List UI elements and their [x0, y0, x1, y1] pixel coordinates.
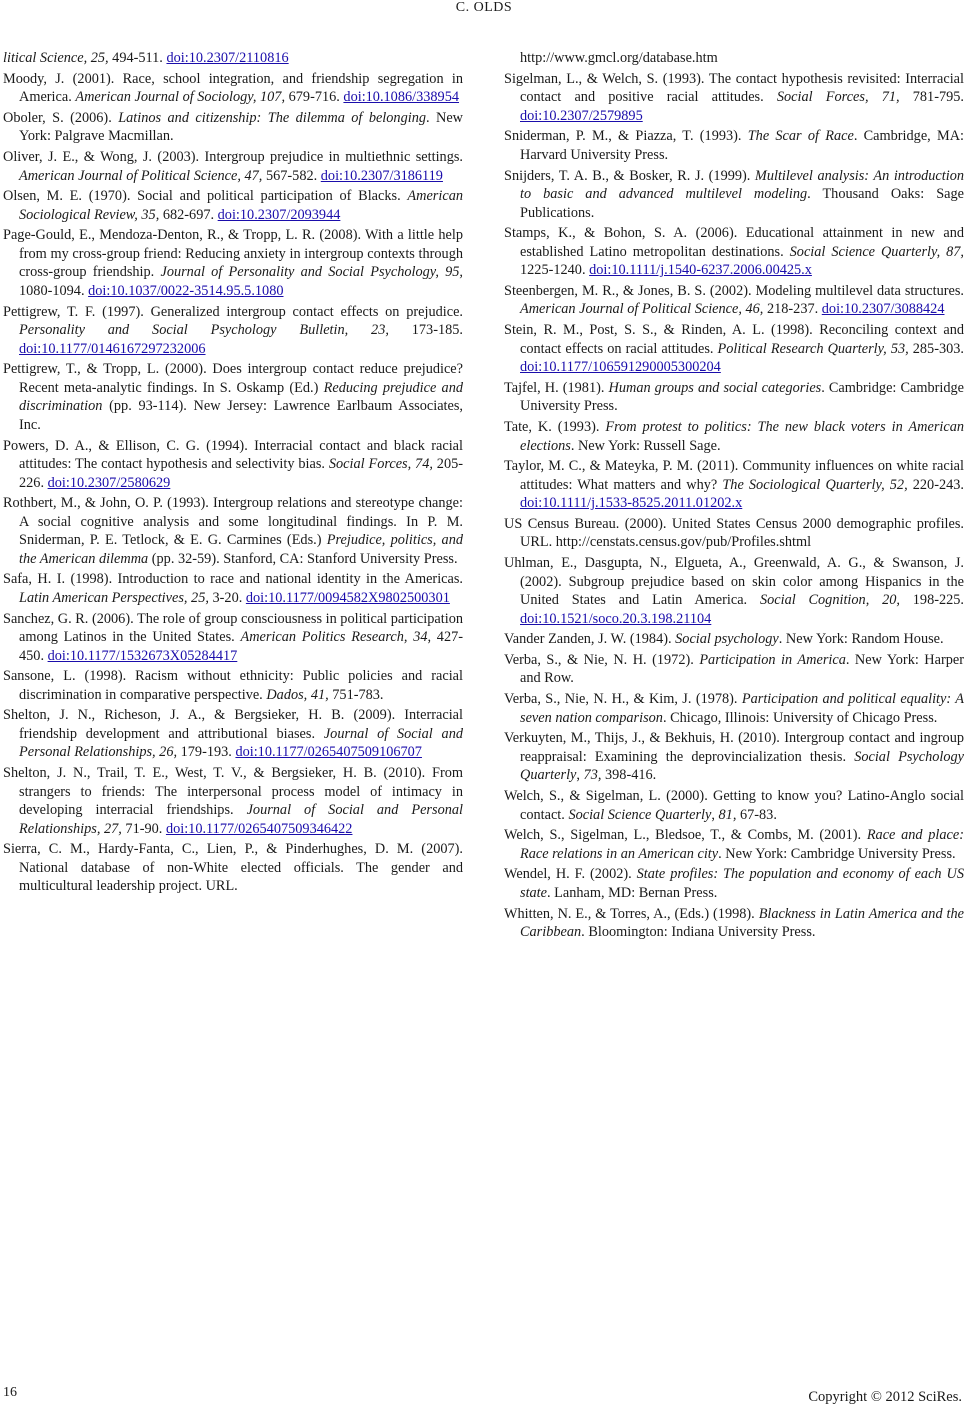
doi-link[interactable]: doi:10.2307/2580629 [47, 474, 171, 491]
reference-italic-text: Social Science Quarterly [568, 806, 712, 823]
reference-entry [3, 840, 463, 896]
reference-entry [504, 554, 964, 628]
reference-italic-text: Race and place: Race relations in an American city [520, 827, 964, 862]
reference-italic-text: American Journal of Political Science, 46, [520, 301, 764, 318]
reference-text: . Cambridge: Cambridge University Press. [520, 379, 964, 415]
reference-italic-text: Human groups and social categories [608, 379, 822, 396]
reference-italic-text: Prejudice, politics, and the American dilemma [19, 532, 464, 567]
reference-column-left [3, 49, 463, 898]
reference-italic-text: Blackness in Latin America and the Caribbean [520, 905, 965, 941]
reference-text: Powers, D. A., & Ellison, C. G. (1994). Interracial contact and black racial attitudes: The contact hypothesis and selectivity bias. [3, 437, 463, 472]
reference-text: http://www.gmcl.org/database.htm [520, 50, 718, 66]
reference-text: Tate, K. (1993). [504, 419, 606, 435]
reference-italic-text: Social Forces, 71, [776, 89, 900, 106]
reference-text: . New York: Random House. [778, 631, 944, 648]
reference-italic-text: Political Research Quarterly, 53, [717, 340, 909, 357]
reference-text: Stamps, K., & Bohon, S. A. (2006). Educational attainment in new and established Latino metropolitan destinations. [504, 225, 964, 260]
doi-link[interactable]: doi:10.1177/1532673X05284417 [47, 647, 238, 664]
reference-italic-text: Journal of Personality and Social Psychology, 95, [160, 264, 463, 281]
reference-text: Verba, S., Nie, N. H., & Kim, J. (1978). [504, 691, 742, 708]
reference-italic-text: Personality and Social Psychology Bulletin, 23, [19, 322, 389, 339]
reference-italic-text: Social psychology [675, 631, 779, 648]
doi-link[interactable]: doi:10.1111/j.1540-6237.2006.00425.x [589, 262, 812, 279]
reference-entry [504, 224, 964, 280]
doi-link[interactable]: doi:10.2307/2579895 [520, 107, 643, 124]
reference-text: Steenbergen, M. R., & Jones, B. S. (2002). Modeling multilevel data structures. [504, 282, 964, 299]
reference-text: Oliver, J. E., & Wong, J. (2003). Intergroup prejudice in multiethnic settings. [3, 149, 463, 166]
doi-link[interactable]: doi:10.2307/2110816 [166, 50, 289, 66]
reference-entry [3, 494, 463, 568]
reference-entry [3, 667, 463, 704]
page-number: 16 [3, 1385, 17, 1400]
reference-italic-text: American Politics Research, 34, [240, 629, 432, 646]
reference-entry [3, 360, 463, 434]
reference-text: . Bloomington: Indiana University Press. [581, 924, 816, 941]
reference-text: Sansone, L. (1998). Racism without ethnicity: Public policies and racial discrimination in comparative perspective. [3, 668, 463, 703]
reference-entry [3, 764, 463, 838]
reference-text: Olsen, M. E. (1970). Social and political participation of Blacks. [3, 188, 408, 205]
reference-text: Sanchez, G. R. (2006). The role of group consciousness in political participation among Latinos in the United States. [3, 610, 463, 646]
doi-link[interactable]: doi:10.1521/soco.20.3.198.21104 [520, 610, 712, 627]
reference-entry [3, 70, 463, 107]
reference-italic-text: Social Forces, 74, [328, 456, 433, 472]
reference-italic-text: The Sociological Quarterly, 52, [722, 476, 908, 493]
reference-italic-text: 81, [718, 806, 737, 823]
reference-column-right [504, 49, 964, 944]
reference-entry [504, 379, 964, 416]
doi-link[interactable]: doi:10.1177/0265407509346422 [165, 820, 353, 837]
doi-link[interactable]: doi:10.1177/106591290005300204 [520, 359, 721, 376]
reference-text: 1225-1240. [520, 262, 590, 279]
reference-text: Oboler, S. (2006). [3, 109, 119, 126]
reference-text: Page-Gould, E., Mendoza-Denton, R., & Tropp, L. R. (2008). With a little help from my cross-group friend: Reducing anxiety in intergroup contexts through cross-group friendship. [3, 227, 463, 281]
reference-text: Sierra, C. M., Hardy-Fanta, C., Lien, P., & Pinderhughes, D. M. (2007). National database of non-White elected officials. The gender and multicultural leadership project. URL. [3, 841, 463, 895]
reference-text: 3-20. [208, 589, 246, 606]
reference-italic-text: Participation and political equality: A seven nation comparison [520, 691, 964, 726]
reference-text: 173-185. [388, 322, 463, 339]
reference-text: 67-83. [736, 806, 777, 823]
reference-entry [3, 109, 463, 146]
doi-link[interactable]: doi:10.1111/j.1533-8525.2011.01202.x [520, 495, 743, 512]
reference-italic-text: American Sociological Review, 35, [19, 188, 463, 223]
reference-entry [504, 321, 964, 377]
reference-italic-text: Participation in America [699, 651, 846, 668]
reference-entry [504, 729, 964, 785]
doi-link[interactable]: doi:10.1177/0265407509106707 [235, 744, 422, 761]
reference-italic-text: Reducing prejudice and discrimination [19, 379, 464, 415]
reference-entry [3, 437, 463, 493]
reference-entry [3, 226, 463, 300]
doi-link[interactable]: doi:10.1177/0094582X9802500301 [245, 589, 450, 606]
reference-text: . Lanham, MD: Bernan Press. [547, 884, 718, 901]
running-head: C. OLDS [455, 0, 513, 15]
reference-entry [3, 570, 463, 607]
reference-text: 494-511. [108, 50, 167, 66]
reference-text: Welch, S., & Sigelman, L. (2000). Getting to know you? Latino-Anglo social contact. [504, 788, 964, 823]
reference-text: 751-783. [328, 686, 384, 703]
reference-text: (pp. 32-59). Stanford, CA: Stanford University Press. [148, 550, 458, 567]
reference-italic-text: Social Cognition, 20, [759, 592, 900, 609]
reference-italic-text: litical Science, 25, [3, 50, 109, 66]
reference-text: Verba, S., & Nie, N. H. (1972). [504, 651, 700, 668]
reference-text: . New York: Palgrave Macmillan. [19, 109, 463, 145]
reference-text: , [711, 806, 719, 823]
reference-text: . New York: Cambridge University Press. [718, 845, 956, 862]
reference-italic-text: American Journal of Sociology, 107, [75, 89, 286, 106]
reference-text: 218-237. [763, 301, 822, 318]
reference-entry [3, 706, 463, 762]
reference-text: . New York: Harper and Row. [520, 651, 964, 687]
reference-entry [504, 905, 964, 942]
reference-italic-text: Social Science Quarterly, 87, [789, 243, 964, 260]
reference-text: 427-450. [19, 629, 464, 664]
reference-text: 198-225. [899, 592, 965, 609]
reference-text: Moody, J. (2001). Race, school integration, and friendship segregation in America. [3, 70, 463, 106]
reference-text: Welch, S., Sigelman, L., Bledsoe, T., & Combs, M. (2001). [504, 827, 867, 844]
reference-entry [504, 630, 964, 649]
reference-text: Rothbert, M., & John, O. P. (1993). Intergroup relations and stereotype change: A social cognitive analysis and some longitudinal findings. In P. M. Sniderman, P. E. Tetlock, & E. G. Carmines (Eds.) [3, 495, 463, 549]
reference-entry [504, 826, 964, 863]
reference-text: Whitten, N. E., & Torres, A., (Eds.) (1998). [504, 905, 759, 922]
reference-entry [504, 167, 964, 223]
reference-entry [504, 127, 964, 164]
reference-text: 179-193. [177, 744, 236, 761]
reference-entry [504, 282, 964, 319]
reference-text: Pettigrew, T. F. (1997). Generalized intergroup contact effects on prejudice. [3, 303, 463, 320]
reference-entry [504, 787, 964, 824]
reference-continuation [504, 49, 964, 68]
reference-text: 398-416. [601, 767, 657, 784]
reference-text: Taylor, M. C., & Mateyka, P. M. (2011). Community influences on white racial attitudes: What matters and why? [504, 458, 964, 493]
reference-text: Vander Zanden, J. W. (1984). [504, 631, 676, 648]
reference-text: . Thousand Oaks: Sage Publications. [520, 186, 964, 221]
reference-text: Uhlman, E., Dasgupta, N., Elgueta, A., Greenwald, A. G., & Swanson, J. (2002). Subgroup prejudice based on skin color among Hispanics in the United States and Latin America. [504, 555, 964, 609]
reference-text: Verkuyten, M., Thijs, J., & Bekhuis, H. (2010). Intergroup contact and ingroup reappraisal: Examining the deprovincialization thesis. [504, 730, 964, 765]
reference-entry [504, 515, 964, 552]
reference-italic-text: Journal of Social and Personal Relationships, 27, [19, 802, 463, 837]
reference-text: Snijders, T. A. B., & Bosker, R. J. (1999). [504, 167, 755, 184]
doi-link[interactable]: doi:10.1086/338954 [343, 89, 459, 106]
reference-text: Shelton, J. N., Richeson, J. A., & Bergsieker, H. B. (2009). Interracial friendship development and attributional biases. [3, 707, 463, 742]
reference-entry [504, 690, 964, 727]
reference-italic-text: State profiles: The population and economy of each US state [520, 866, 964, 901]
reference-text: Safa, H. I. (1998). Introduction to race and national identity in the Americas. [3, 571, 463, 588]
reference-entry [504, 70, 964, 126]
reference-text: 1080-1094. [19, 282, 89, 299]
reference-entry [504, 651, 964, 688]
reference-entry [504, 865, 964, 902]
reference-entry [504, 418, 964, 455]
reference-text: 682-697. [159, 206, 218, 223]
reference-italic-text: American Journal of Political Science, 47, [19, 167, 263, 184]
reference-italic-text: Multilevel analysis: An introduction to basic and advanced multilevel modeling [520, 167, 964, 203]
reference-text: 220-243. [907, 476, 964, 493]
reference-italic-text: Latin American Perspectives, 25, [19, 589, 209, 606]
reference-text: 679-716. [285, 89, 344, 106]
reference-text: 781-795. [899, 89, 964, 106]
reference-text: US Census Bureau. (2000). United States Census 2000 demographic profiles. URL. http://censtats.census.gov/pub/Profiles.shtml [504, 515, 964, 551]
reference-text: . New York: Russell Sage. [570, 437, 721, 454]
reference-text: . Chicago, Illinois: University of Chicago Press. [662, 709, 938, 726]
reference-text: Tajfel, H. (1981). [504, 379, 609, 396]
reference-text: Wendel, H. F. (2002). [504, 866, 637, 883]
reference-text: 285-303. [908, 340, 964, 357]
reference-text: Stein, R. M., Post, S. S., & Rinden, A. L. (1998). Reconciling context and contact effects on racial attitudes. [504, 322, 964, 357]
reference-text: 71-90. [121, 820, 166, 837]
reference-text: , [576, 767, 584, 784]
reference-italic-text: The Scar of Race [747, 128, 854, 145]
doi-link[interactable]: doi:10.2307/2093944 [217, 206, 341, 223]
reference-text: Pettigrew, T., & Tropp, L. (2000). Does intergroup contact reduce prejudice? Recent meta-analytic findings. In S. Oskamp (Ed.) [3, 361, 463, 396]
reference-text: (pp. 93-114). New Jersey: Lawrence Earlbaum Associates, Inc. [19, 398, 463, 433]
reference-text: . Cambridge, MA: Harvard University Press. [520, 128, 964, 163]
reference-text: 205-226. [19, 456, 464, 491]
reference-text: Shelton, J. N., Trail, T. E., West, T. V., & Bergsieker, H. B. (2010). From strangers to friends: The interpersonal process model of intimacy in developing interracial friendships. [3, 765, 463, 819]
doi-link[interactable]: doi:10.1037/0022-3514.95.5.1080 [88, 282, 284, 299]
doi-link[interactable]: doi:10.2307/3186119 [320, 167, 443, 184]
reference-entry [3, 303, 463, 359]
reference-text: Sigelman, L., & Welch, S. (1993). The contact hypothesis revisited: Interracial contact and positive racial attitudes. [504, 70, 964, 106]
reference-text: Sniderman, P. M., & Piazza, T. (1993). [504, 128, 748, 145]
reference-entry [3, 187, 463, 224]
reference-entry [3, 49, 463, 68]
reference-italic-text: Social Psychology Quarterly [520, 748, 964, 784]
reference-entry [3, 148, 463, 185]
reference-italic-text: From protest to politics: The new black voters in American elections [520, 419, 964, 454]
doi-link[interactable]: doi:10.2307/3088424 [821, 301, 945, 318]
copyright-notice: Copyright © 2012 SciRes. [808, 1389, 962, 1405]
reference-italic-text: Latinos and citizenship: The dilemma of belonging [118, 109, 426, 126]
reference-italic-text: Journal of Social and Personal Relationships, 26, [19, 725, 463, 761]
doi-link[interactable]: doi:10.1177/0146167297232006 [19, 340, 206, 357]
reference-entry [504, 457, 964, 513]
reference-entry [3, 610, 463, 666]
reference-italic-text: Dados, 41, [266, 686, 329, 703]
reference-text: 567-582. [262, 167, 321, 184]
reference-italic-text: 73, [583, 767, 602, 784]
